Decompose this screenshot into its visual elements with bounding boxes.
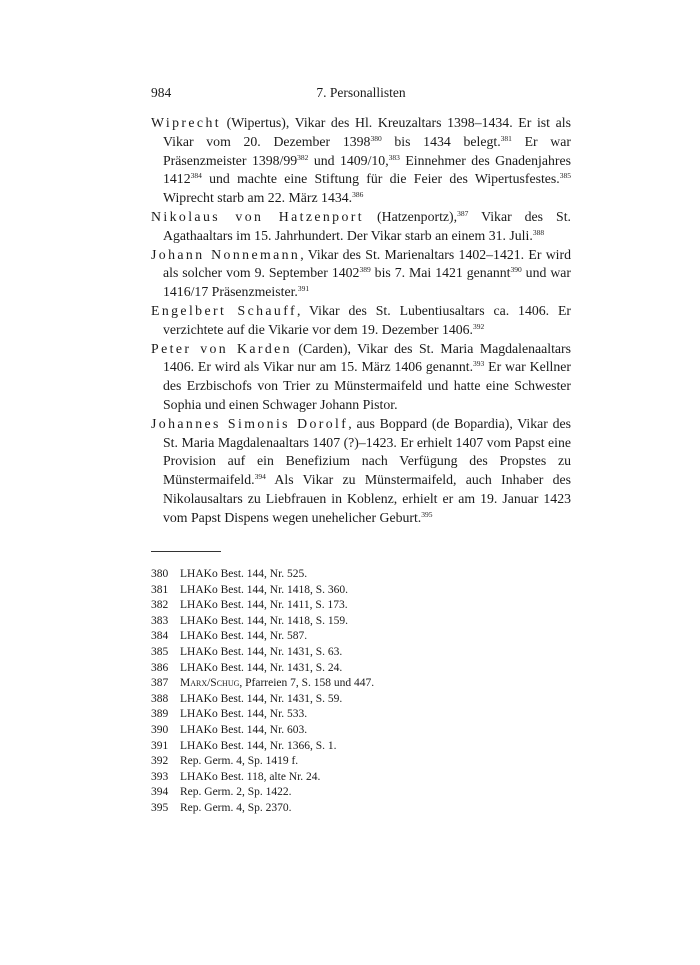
footnote-text (180, 661, 342, 677)
person-name: Engelbert Schauff (151, 302, 297, 318)
footnote-text (180, 567, 307, 583)
footnote-ref: 392 (473, 321, 485, 331)
footnote-number: 385 (151, 645, 169, 658)
footnote (151, 614, 571, 630)
footnote-number: 381 (151, 583, 169, 596)
person-name: Johann Nonnemann (151, 246, 301, 262)
footnote-number: 383 (151, 614, 169, 627)
footnote-citation: , Pfarreien 7, S. 158 und 447. (239, 677, 375, 690)
entry-text: , Vikar des St. Marienaltars 1402–1421. Er wird als solcher vom 9. September 1402 (163, 246, 571, 281)
footnote-ref: 380 (370, 133, 382, 143)
entry-text: Vikar des St. Agathaaltars im 15. Jahrhundert. Der Vikar starb an einem 31. Juli. (163, 208, 572, 243)
footnote-number: 388 (151, 692, 169, 705)
footnote-number: 394 (151, 786, 169, 799)
footnote-number: 393 (151, 770, 169, 783)
footnote-ref: 385 (559, 171, 571, 181)
footnote-number: 386 (151, 661, 169, 674)
footnote-text (180, 645, 342, 661)
entry-text: Er war Präsenzmeister 1398/99 (163, 133, 571, 168)
entry-text: (Carden), Vikar des St. Maria Magdalenaaltars 1406. Er wird als Vikar nur am 15. März 1406 genannt. (163, 340, 571, 375)
footnote (151, 583, 571, 599)
page-header (151, 84, 571, 102)
footnote-text (180, 629, 307, 645)
footnote-citation: LHAKo Best. 144, Nr. 525. (180, 568, 308, 580)
footnote-number: 387 (151, 677, 169, 690)
footnote-number: 380 (151, 568, 169, 580)
footnote-ref: 382 (297, 152, 309, 162)
footnote-ref: 393 (473, 359, 485, 369)
footnote (151, 707, 571, 723)
entry-text: , Vikar des St. Lubentiusaltars ca. 1406. Er verzichtete auf die Vikarie vor dem 19. Dezember 1406. (163, 302, 571, 337)
footnote-citation: LHAKo Best. 144, Nr. 1431, S. 59. (180, 692, 343, 705)
footnote-text (180, 692, 342, 708)
footnote-text (180, 707, 307, 723)
footnote-number: 389 (151, 708, 169, 721)
footnote (151, 645, 571, 661)
footnote-ref: 390 (510, 265, 522, 275)
footnote (151, 661, 571, 677)
footnote-citation: LHAKo Best. 144, Nr. 587. (180, 630, 308, 643)
footnote (151, 676, 571, 692)
footnote-number: 390 (151, 723, 169, 736)
person-entry (151, 415, 571, 528)
footnote-citation: LHAKo Best. 144, Nr. 1411, S. 173. (180, 599, 348, 612)
footnote-citation: LHAKo Best. 144, Nr. 1431, S. 24. (180, 661, 343, 674)
entry-text: Er war Kellner des Erzbischofs von Trier zu Münstermaifeld und hatte eine Schwester Sophia und einen Schwager Johann Pistor. (163, 359, 571, 412)
footnotes (151, 567, 571, 817)
footnote-citation: LHAKo Best. 144, Nr. 533. (180, 708, 308, 721)
footnote (151, 770, 571, 786)
footnote-citation: LHAKo Best. 144, Nr. 1418, S. 159. (180, 614, 349, 627)
footnote (151, 739, 571, 755)
footnote-number: 384 (151, 630, 169, 643)
footnote (151, 629, 571, 645)
footnote (151, 785, 571, 801)
footnote (151, 567, 571, 583)
person-entry (151, 246, 571, 302)
footnote-text (180, 770, 320, 786)
footnote-citation: LHAKo Best. 144, Nr. 1431, S. 63. (180, 645, 343, 658)
footnote-text (180, 614, 348, 630)
footnote-text (180, 785, 291, 801)
footnote-citation: LHAKo Best. 144, Nr. 1366, S. 1. (180, 739, 337, 752)
person-entry (151, 302, 571, 340)
footnote-number: 395 (151, 801, 169, 814)
footnote-citation: LHAKo Best. 144, Nr. 1418, S. 360. (180, 583, 349, 596)
footnote-ref: 381 (500, 133, 512, 143)
footnote-ref: 386 (352, 190, 364, 200)
entry-text: , aus Boppard (de Bopardia), Vikar des St. Maria Magdalenaaltars 1407 (?)–1423. Er erhielt 1407 vom Papst eine Provision auf ein Benefizium nach Verfügung des Propstes zu Münstermaifeld. (163, 415, 572, 488)
footnote-text (180, 754, 298, 770)
footnote-text (180, 801, 291, 817)
running-title: 7. Personallisten (316, 85, 406, 100)
footnote-text (180, 676, 374, 692)
entry-text: bis 1434 belegt. (381, 133, 501, 149)
person-entry (151, 208, 571, 246)
footnote-ref: 394 (254, 472, 266, 482)
author-small-caps: Marx/Schug (180, 677, 240, 690)
entry-text: (Hatzenportz), (364, 208, 458, 224)
person-entry (151, 340, 571, 415)
entry-text: und machte eine Stiftung für die Feier des Wipertusfestes. (201, 171, 560, 187)
footnote (151, 801, 571, 817)
entry-text: und war 1416/17 Präsenzmeister. (163, 265, 572, 300)
footnote-ref: 384 (190, 171, 202, 181)
footnote-text (180, 583, 348, 599)
entry-text: Als Vikar zu Münstermaifeld, auch Inhaber des Nikolausaltars zu Liebfrauen in Koblenz, erhielt er am 19. Januar 1423 vom Papst Dispens wegen unehelicher Geburt. (163, 472, 571, 525)
footnote-ref: 388 (532, 227, 545, 237)
footnote-number: 392 (151, 755, 169, 768)
footnote-ref: 383 (388, 152, 400, 162)
entry-text: (Wipertus), Vikar des Hl. Kreuzaltars 1398–1434. Er ist als Vikar vom 20. Dezember 1398 (163, 115, 571, 149)
footnote-number: 382 (151, 599, 169, 612)
entry-text: Einnehmer des Gnadenjahres 1412 (163, 152, 571, 187)
footnote-ref: 391 (297, 284, 310, 294)
footnote (151, 598, 571, 614)
footnote-text (180, 598, 348, 614)
footnote-ref: 387 (457, 208, 469, 218)
person-name: Peter von Karden (151, 340, 292, 356)
footnote (151, 692, 571, 708)
person-name: Johannes Simonis Dorolf (151, 415, 349, 431)
entry-text: bis 7. Mai 1421 genannt (370, 265, 511, 281)
page-number: 984 (151, 85, 172, 100)
footnote-citation: LHAKo Best. 144, Nr. 603. (180, 723, 308, 736)
footnote-text (180, 723, 307, 739)
footnote-citation: Rep. Germ. 4, Sp. 2370. (180, 801, 292, 814)
footnote-text (180, 739, 337, 755)
footnote-separator (151, 551, 221, 552)
footnote-ref: 389 (359, 265, 371, 275)
footnote-citation: Rep. Germ. 2, Sp. 1422. (180, 786, 292, 799)
main-text (151, 114, 571, 528)
footnote-ref: 395 (421, 509, 433, 519)
person-entry (151, 114, 571, 208)
footnote-citation: LHAKo Best. 118, alte Nr. 24. (180, 770, 321, 783)
footnote-citation: Rep. Germ. 4, Sp. 1419 f. (180, 755, 299, 768)
footnote (151, 723, 571, 739)
entry-text: Wiprecht starb am 22. März 1434. (163, 190, 353, 206)
person-name: Nikolaus von Hatzenport (151, 208, 365, 224)
footnote-number: 391 (151, 739, 169, 752)
entry-text: und 1409/10, (308, 152, 389, 168)
person-name: Wiprecht (151, 115, 221, 130)
footnote (151, 754, 571, 770)
